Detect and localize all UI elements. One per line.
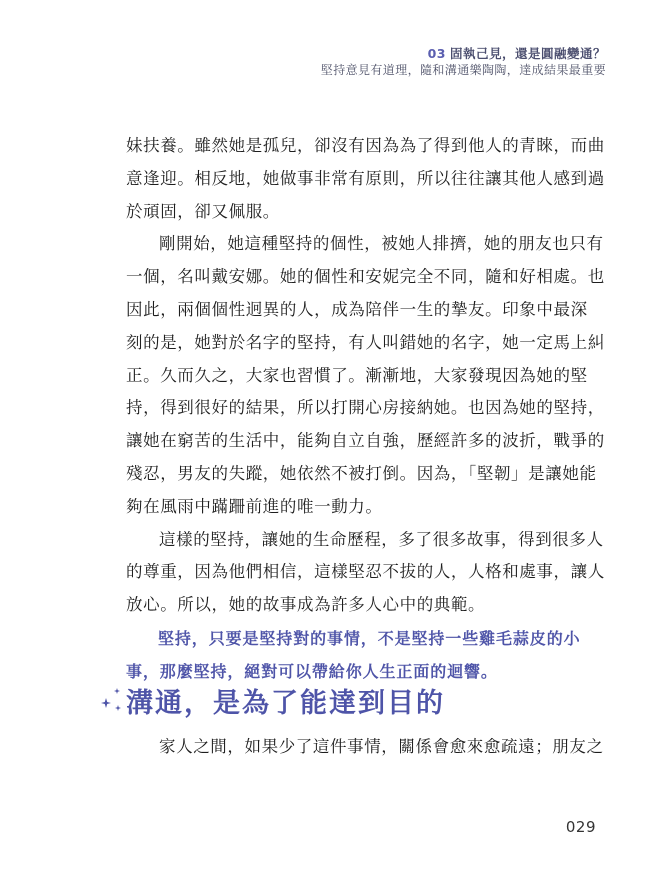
text-line: 因此，兩個個性迥異的人，成為陪伴一生的摯友。印象中最深 <box>126 299 588 319</box>
paragraph-1 <box>126 130 605 228</box>
text-line: 讓她在窮苦的生活中，能夠自立自強，歷經許多的波折，戰爭的 <box>126 431 605 451</box>
text-line: 意逢迎。相反地，她做事非常有原則，所以往往讓其他人感到過 <box>126 168 605 188</box>
highlight-line: 堅持，只要是堅持對的事情，不是堅持一些雞毛蒜皮的小 <box>158 628 581 648</box>
text-line: 剛開始，她這種堅持的個性，被她人排擠，她的朋友也只有 <box>159 234 604 254</box>
text-line: 殘忍，男友的失蹤，她依然不被打倒。因為，「堅韌」是讓她能 <box>126 463 597 483</box>
text-line: 正。久而久之，大家也習慣了。漸漸地，大家發現因為她的堅 <box>126 365 588 385</box>
chapter-number: 03 <box>427 46 446 61</box>
text-line: 這樣的堅持，讓她的生命歷程，多了很多故事，得到很多人 <box>159 529 604 549</box>
page-number: 029 <box>565 818 596 836</box>
sparkle-stars-icon <box>100 684 126 716</box>
section-paragraph <box>126 731 604 764</box>
text-line: 刻的是，她對於名字的堅持，有人叫錯她的名字，她一定馬上糾 <box>126 332 605 352</box>
highlight-line: 事，那麼堅持，絕對可以帶給你人生正面的迴響。 <box>126 662 498 682</box>
section-body <box>126 731 604 764</box>
chapter-title: 固執己見，還是圓融變通？ <box>449 46 606 61</box>
paragraph-2 <box>126 228 605 523</box>
text-line: 放心。所以，她的故事成為許多人心中的典範。 <box>126 595 486 615</box>
chapter-subtitle: 堅持意見有道理，隨和溝通樂陶陶，達成結果最重要 <box>320 63 606 77</box>
highlight-paragraph <box>126 622 581 689</box>
text-line: 夠在風雨中蹣跚前進的唯一動力。 <box>126 496 383 516</box>
text-line: 的尊重，因為他們相信，這樣堅忍不拔的人，人格和處事，讓人 <box>126 562 605 582</box>
running-header <box>321 45 606 79</box>
text-line: 家人之間，如果少了這件事情，關係會愈來愈疏遠；朋友之 <box>159 737 604 756</box>
paragraph-3 <box>126 524 605 622</box>
text-line: 持，得到很好的結果，所以打開心房接納她。也因為她的堅持， <box>126 398 605 418</box>
text-line: 一個，名叫戴安娜。她的個性和安妮完全不同，隨和好相處。也 <box>126 267 605 287</box>
text-line: 妹扶養。雖然她是孤兒，卻沒有因為為了得到他人的青睞，而曲 <box>126 136 605 155</box>
chapter-heading <box>321 45 606 62</box>
section-title: 溝通，是為了能達到目的 <box>126 687 445 719</box>
body-text <box>126 130 605 689</box>
text-line: 於頑固，卻又佩服。 <box>126 201 280 221</box>
section-heading <box>126 680 445 720</box>
